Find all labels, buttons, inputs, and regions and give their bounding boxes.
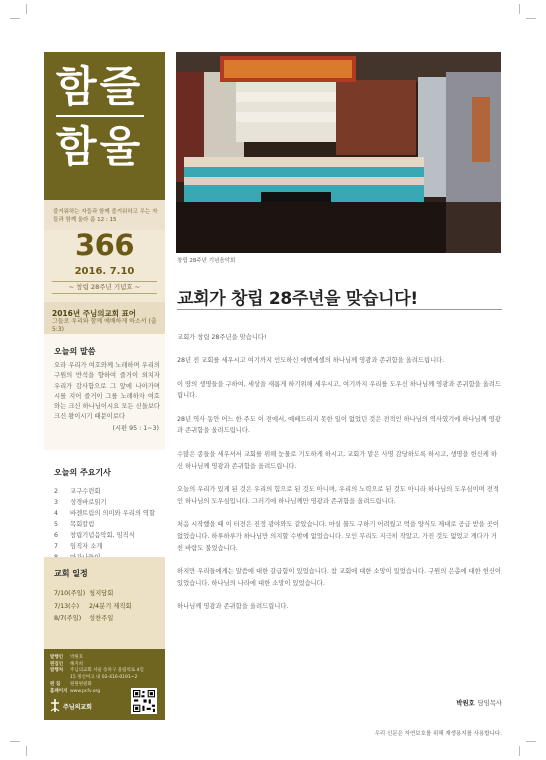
photo-caption: 창립 28주년 기념음악회 xyxy=(177,258,236,264)
info-value: 15 정신여고 내 02-416-0191~2 xyxy=(70,675,138,681)
schedule-event: 성찬주일 xyxy=(89,615,114,622)
article-paragraph: 오늘의 우리가 있게 된 것은 우리의 힘으로 된 것도 아니며, 우리의 노력으로 된 것도 아니라 하나님의 도우심이며 전적인 하나님의 도우심입니다. 그러기에 하나님께만 영광과 존귀함을 올려드립니다. xyxy=(177,485,499,505)
masthead-title-line2: 함울 xyxy=(56,122,144,171)
crop-mark xyxy=(526,18,536,19)
todays-word-box xyxy=(44,334,165,450)
info-key: 홈페이지 xyxy=(50,688,68,694)
sidebar xyxy=(44,52,165,720)
masthead xyxy=(44,52,165,200)
qr-code-icon xyxy=(133,690,155,712)
crop-mark xyxy=(10,741,20,742)
article-page-number: 3 xyxy=(54,499,59,506)
info-key: 발행인 xyxy=(50,655,64,660)
article-item[interactable] xyxy=(54,486,164,497)
author-title: 담임목사 xyxy=(477,700,502,707)
author-name: 박원호 xyxy=(456,700,475,707)
crop-mark xyxy=(519,746,520,756)
article-label: 창립기념음악회, 임직식 xyxy=(70,532,135,539)
article-item[interactable] xyxy=(54,497,164,508)
issue-subtitle: ~ 창립 28주년 기념호 ~ xyxy=(68,283,141,291)
article-page-number: 4 xyxy=(54,510,59,517)
article-paragraph: 28년 전 교회를 세우시고 여기까지 인도하신 에벤에셀의 하나님께 영광과 존귀함을 올려드립니다. xyxy=(177,357,445,365)
schedule-list xyxy=(54,588,164,626)
article-item[interactable] xyxy=(54,519,164,530)
info-value: 주님의교회 서울 송파구 올림픽로 4길 xyxy=(70,668,144,674)
info-key: 편집인 xyxy=(50,661,64,667)
schedule-item xyxy=(54,613,164,626)
article-label: 바젠트림의 의미와 우리의 역할 xyxy=(70,510,156,517)
masthead-title-line1: 함즐 xyxy=(56,62,144,111)
headline: 교회가 창립 28주년을 맞습니다! xyxy=(177,289,418,309)
article-page-number: 6 xyxy=(54,532,59,539)
article-paragraph: 수많은 종들을 세우셔서 교회를 위해 눈물로 기도하게 하시고, 교회가 맡은 사명 감당하도록 하시고, 생명을 헌신케 하신 하나님께 영광과 존귀함을 올려드립니다. xyxy=(177,450,497,470)
article-page-number: 2 xyxy=(54,488,59,495)
church-logo-icon xyxy=(50,699,60,712)
todays-word-text: 오라 우리가 여호와께 노래하며 우리의 구원의 반석을 향하여 즐거이 외치자 우리가 감사함으로 그 앞에 나아가며 시를 지어 즐거이 그를 노래하자 여호와는 크신 하나님이시요 모든 신들보다 크신 왕이시기 때문이로다 xyxy=(54,362,160,421)
crop-mark xyxy=(26,4,27,14)
info-row xyxy=(50,655,162,662)
article-page-number: 5 xyxy=(54,521,59,528)
schedule-event: 청지담회 xyxy=(89,590,114,597)
article-paragraph: 28년 역사 동안 어느 한 주도 이 전에서, 예배드리지 못한 일이 없었던 것은 전적인 하나님의 역사였기에 하나님께 영광과 존귀함을 올려드립니다. xyxy=(177,415,501,435)
article-paragraph: 하지만 우리들에게는 말씀에 대한 갈급함이 있었습니다. 참 교회에 대한 소망이 있었습니다. 구원의 은총에 대한 헌신이 있었습니다. 하나님의 나라에 대한 소망이 있었습니다. xyxy=(177,567,501,587)
issue-box xyxy=(44,230,165,302)
info-value: 해지희 xyxy=(70,661,84,667)
divider xyxy=(177,309,502,310)
schedule-box xyxy=(44,557,165,649)
issue-date: 2016. 7.10 xyxy=(74,266,135,277)
article-item[interactable] xyxy=(54,530,164,541)
todays-word-reference: (시편 95 : 1~3) xyxy=(112,425,159,432)
todays-word-title: 오늘의 말씀 xyxy=(54,347,96,356)
article-item[interactable] xyxy=(54,541,164,552)
motto-text: 그들로 우리와 함께 예배하게 하소서 (출 5:3) xyxy=(52,318,157,333)
schedule-event: 2/4분기 제직회 xyxy=(89,602,132,610)
crop-mark xyxy=(10,18,20,19)
author-signature xyxy=(456,698,502,707)
article-label: 임직자 소개 xyxy=(70,543,103,550)
concert-photo xyxy=(176,52,501,253)
schedule-date: 7/10(주일) xyxy=(54,590,86,597)
article-page-number: 7 xyxy=(54,543,59,550)
info-key: 편 집 xyxy=(50,681,61,687)
article-label: 성경바로읽기 xyxy=(70,499,107,506)
article-list xyxy=(54,486,164,563)
schedule-date: 7/13(수) xyxy=(54,602,80,610)
schedule-title: 교회 일정 xyxy=(54,569,88,578)
homepage-link[interactable]: www.pcfv.org xyxy=(70,688,101,694)
masthead-verse: 즐거워하는 자들과 함께 즐거워하고 우는 자들과 함께 울라 롬 12 : 15 xyxy=(53,209,158,223)
crop-mark xyxy=(526,741,536,742)
article-item[interactable] xyxy=(54,508,164,519)
info-value: 원원편원화 xyxy=(70,681,92,687)
crop-mark xyxy=(519,4,520,14)
article-paragraph: 처음 시작했을 때 이 터전은 진정 광야와도 같았습니다. 마실 물도 구하기 어려웠고 먹을 양식도 제대로 공급 받을 곳이 없었습니다. 하루하루가 하나님만 의지할 수밖에 없었습니다. 모인 무리도 지극히 작았고, 가진 것도 없었고 게다가 거친 바람도 불었습니다. xyxy=(177,520,499,552)
church-logo-text: 주님의교회 xyxy=(63,704,92,711)
crop-mark xyxy=(26,746,27,756)
article-label: 교구수련회 xyxy=(70,488,101,495)
article-body xyxy=(177,332,502,624)
motto-title: 2016년 주님의교회 표어 xyxy=(52,309,137,318)
footer-note: 우리 신문은 자연보호를 위해 재생용지를 사용합니다. xyxy=(374,731,502,737)
schedule-item xyxy=(54,601,164,614)
qr-code[interactable] xyxy=(131,688,157,714)
article-paragraph: 교회가 창립 28주년을 맞습니다! xyxy=(177,334,267,341)
publisher-info-box xyxy=(44,649,165,720)
schedule-item xyxy=(54,588,164,601)
motto-box xyxy=(44,302,165,334)
info-row xyxy=(50,675,162,682)
divider xyxy=(52,293,157,294)
church-logo xyxy=(50,699,110,713)
article-label: 목회칼럼 xyxy=(70,521,95,528)
schedule-date: 8/7(주일) xyxy=(54,615,82,622)
article-paragraph: 하나님께 영광과 존귀함을 올려드립니다. xyxy=(177,602,289,610)
article-paragraph: 이 땅의 생명들을 구하여, 세상을 새롭게 하기위해 세우시고, 여기까지 우리를 도우신 하나님께 영광과 존귀함을 올려드립니다. xyxy=(177,380,501,400)
info-value: 박원호 xyxy=(70,655,84,660)
articles-title: 오늘의 주요기사 xyxy=(54,468,111,477)
info-key: 발행처 xyxy=(50,668,64,674)
choir-concert-image xyxy=(176,52,501,253)
issue-number: 366 xyxy=(74,228,135,262)
masthead-underline xyxy=(56,115,144,117)
